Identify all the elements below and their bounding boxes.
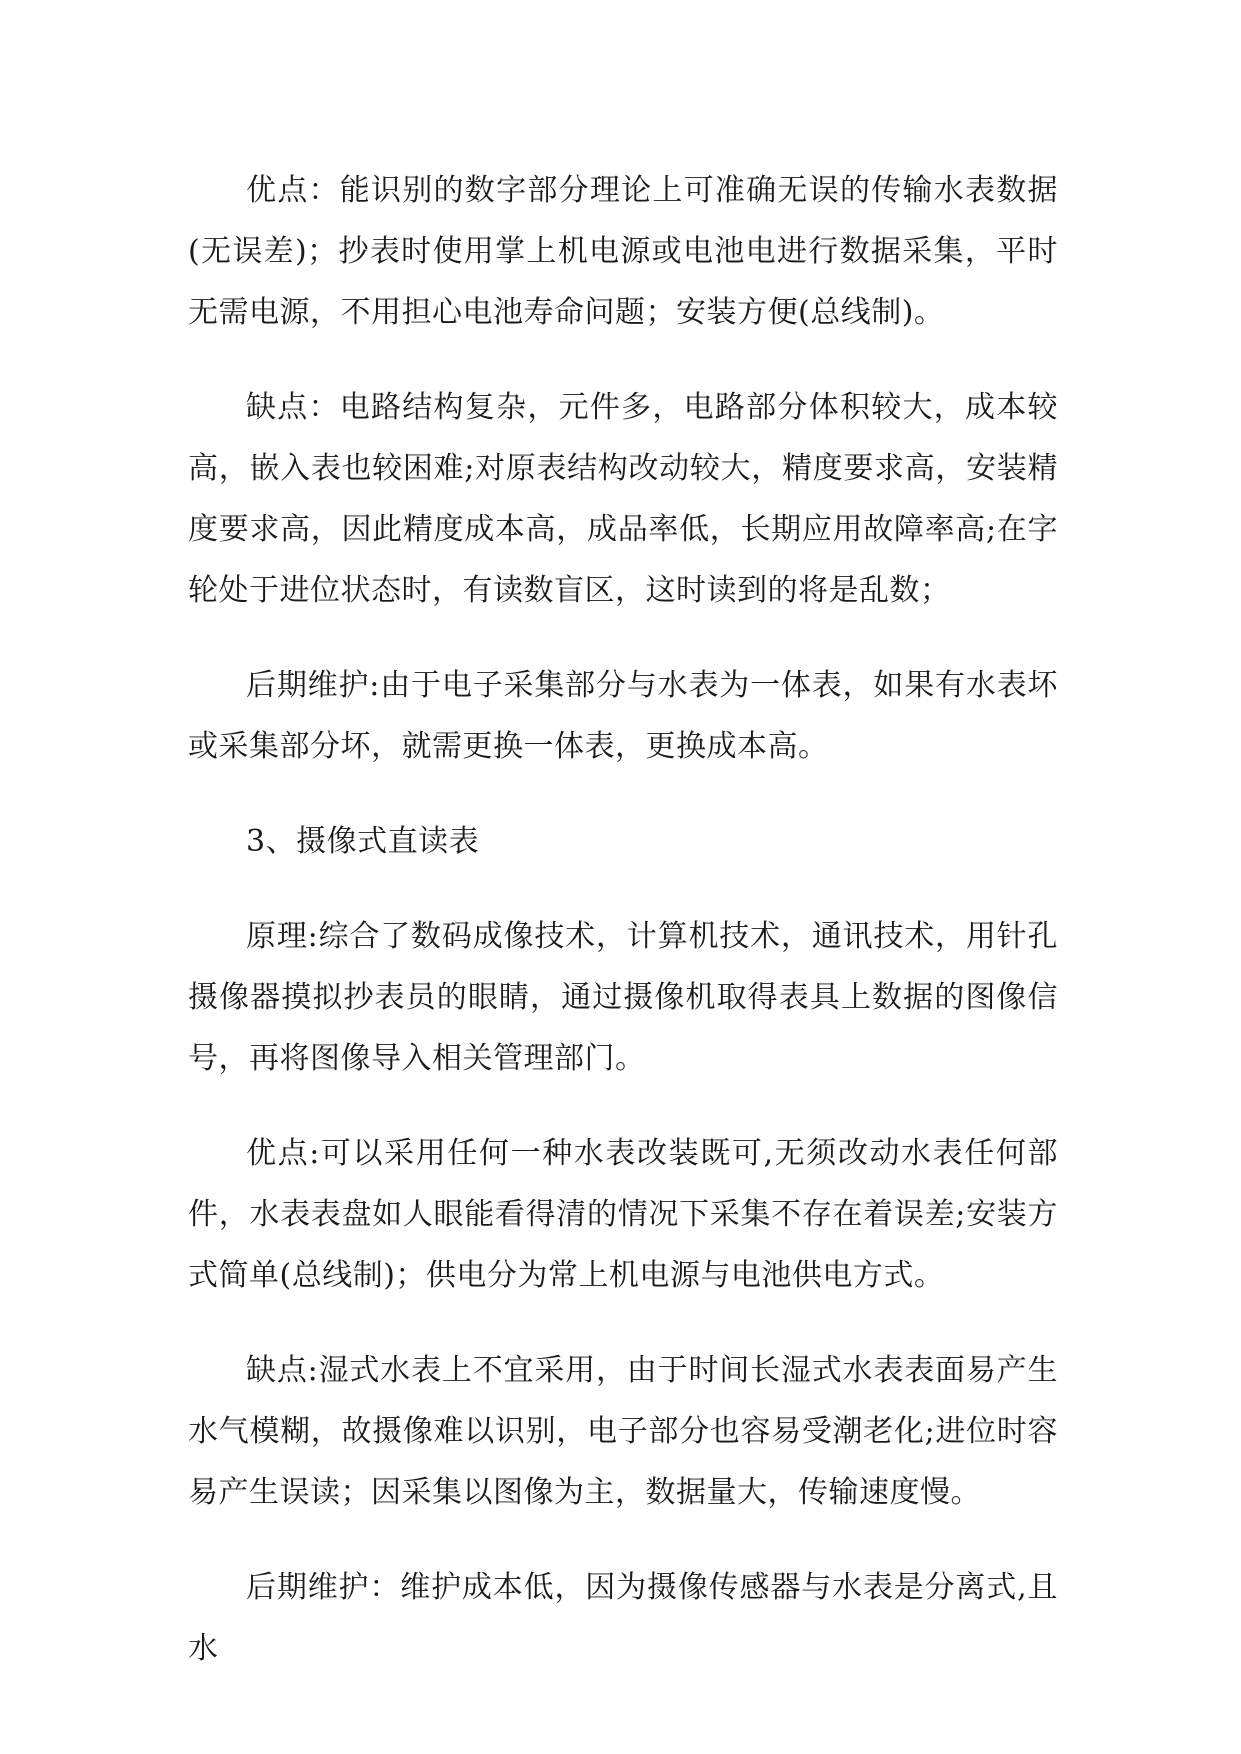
paragraph-camera-disadvantages: 缺点:湿式水表上不宜采用，由于时间长湿式水表表面易产生水气模糊，故摄像难以识别，电子部分也容易受潮老化;进位时容易产生误读；因采集以图像为主，数据量大，传输速度慢。: [188, 1353, 1058, 1510]
paragraph-disadvantages: 缺点：电路结构复杂，元件多，电路部分体积较大，成本较高，嵌入表也较困难;对原表结构改动较大，精度要求高，安装精度要求高，因此精度成本高，成品率低，长期应用故障率高;在字轮处于进位状态时，有读数盲区，这时读到的将是乱数；: [188, 390, 1058, 608]
paragraph-camera-maintenance: 后期维护：维护成本低，因为摄像传感器与水表是分离式,且水: [188, 1570, 1058, 1666]
document-body: [188, 160, 1058, 1713]
paragraph-advantages: 优点：能识别的数字部分理论上可准确无误的传输水表数据(无误差)；抄表时使用掌上机电源或电池电进行数据采集，平时无需电源，不用担心电池寿命问题；安装方便(总线制)。: [188, 173, 1058, 330]
paragraph-maintenance: 后期维护:由于电子采集部分与水表为一体表，如果有水表坏或采集部分坏，就需更换一体表，更换成本高。: [188, 668, 1058, 764]
section-heading-camera-meter: 3、摄像式直读表: [246, 824, 480, 859]
paragraph-principle: 原理:综合了数码成像技术，计算机技术，通讯技术，用针孔摄像器摸拟抄表员的眼睛，通过摄像机取得表具上数据的图像信号，再将图像导入相关管理部门。: [188, 919, 1058, 1076]
paragraph-camera-advantages: 优点:可以采用任何一种水表改装既可,无须改动水表任何部件，水表表盘如人眼能看得清的情况下采集不存在着误差;安装方式简单(总线制)；供电分为常上机电源与电池供电方式。: [188, 1136, 1058, 1293]
